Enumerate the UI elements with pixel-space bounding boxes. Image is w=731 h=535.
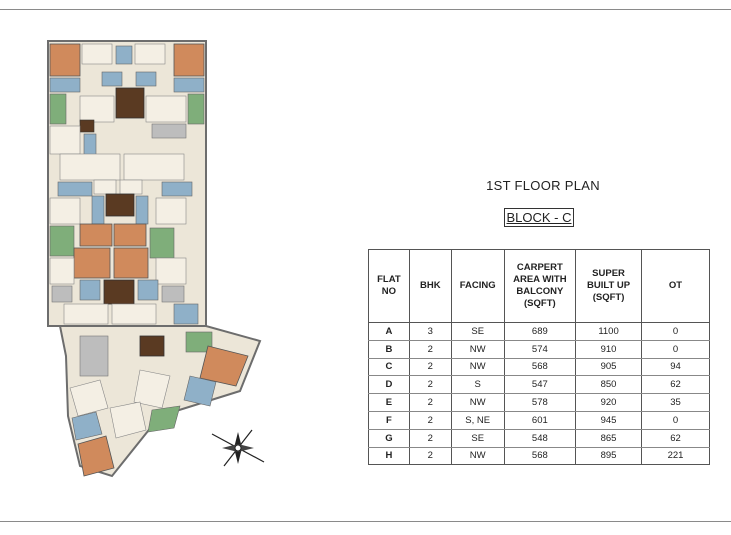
block-label-text: BLOCK - C	[506, 210, 572, 225]
flat-spec-table	[368, 249, 710, 465]
cell-ot: 35	[641, 394, 709, 412]
cell-super: 895	[576, 447, 642, 465]
cell-carpet: 578	[504, 394, 575, 412]
col-header-facing: FACING	[451, 250, 504, 323]
bottom-rule	[0, 521, 731, 522]
cell-carpet: 574	[504, 340, 575, 358]
cell-ot: 0	[641, 340, 709, 358]
table-row	[369, 447, 710, 465]
cell-facing: S	[451, 376, 504, 394]
cell-ot: 62	[641, 429, 709, 447]
cell-flat: E	[369, 394, 410, 412]
table-row	[369, 376, 710, 394]
cell-flat: G	[369, 429, 410, 447]
table-row	[369, 358, 710, 376]
cell-bhk: 2	[409, 411, 451, 429]
cell-super: 865	[576, 429, 642, 447]
cell-bhk: 2	[409, 376, 451, 394]
cell-facing: SE	[451, 323, 504, 341]
col-header-flat-no: FLAT NO	[369, 250, 410, 323]
cell-flat: B	[369, 340, 410, 358]
cell-bhk: 2	[409, 447, 451, 465]
block-label	[504, 208, 574, 227]
cell-ot: 0	[641, 411, 709, 429]
compass-icon	[212, 430, 264, 466]
table-row	[369, 340, 710, 358]
table-row	[369, 323, 710, 341]
cell-carpet: 547	[504, 376, 575, 394]
col-header-super-built-up: SUPER BUILT UP (SQFT)	[576, 250, 642, 323]
table-row	[369, 429, 710, 447]
cell-flat: A	[369, 323, 410, 341]
cell-ot: 221	[641, 447, 709, 465]
cell-flat: D	[369, 376, 410, 394]
cell-facing: NW	[451, 447, 504, 465]
cell-facing: NW	[451, 340, 504, 358]
cell-super: 910	[576, 340, 642, 358]
cell-carpet: 568	[504, 358, 575, 376]
cell-facing: S, NE	[451, 411, 504, 429]
cell-super: 920	[576, 394, 642, 412]
cell-bhk: 3	[409, 323, 451, 341]
cell-facing: NW	[451, 394, 504, 412]
floor-plan-drawing	[40, 36, 280, 491]
col-header-bhk: BHK	[409, 250, 451, 323]
cell-ot: 0	[641, 323, 709, 341]
cell-super: 945	[576, 411, 642, 429]
cell-ot: 94	[641, 358, 709, 376]
cell-flat: F	[369, 411, 410, 429]
cell-carpet: 568	[504, 447, 575, 465]
cell-carpet: 601	[504, 411, 575, 429]
cell-super: 1100	[576, 323, 642, 341]
cell-flat: H	[369, 447, 410, 465]
cell-carpet: 548	[504, 429, 575, 447]
cell-super: 905	[576, 358, 642, 376]
table-header-row	[369, 250, 710, 323]
table-row	[369, 394, 710, 412]
cell-facing: SE	[451, 429, 504, 447]
cell-flat: C	[369, 358, 410, 376]
cell-bhk: 2	[409, 394, 451, 412]
cell-carpet: 689	[504, 323, 575, 341]
top-rule	[0, 9, 731, 10]
cell-bhk: 2	[409, 429, 451, 447]
cell-bhk: 2	[409, 358, 451, 376]
table-row	[369, 411, 710, 429]
floor-plan-title: 1ST FLOOR PLAN	[486, 178, 600, 193]
cell-ot: 62	[641, 376, 709, 394]
cell-facing: NW	[451, 358, 504, 376]
cell-super: 850	[576, 376, 642, 394]
col-header-ot: OT	[641, 250, 709, 323]
cell-bhk: 2	[409, 340, 451, 358]
col-header-carpet-area: CARPERT AREA WITH BALCONY (SQFT)	[504, 250, 575, 323]
